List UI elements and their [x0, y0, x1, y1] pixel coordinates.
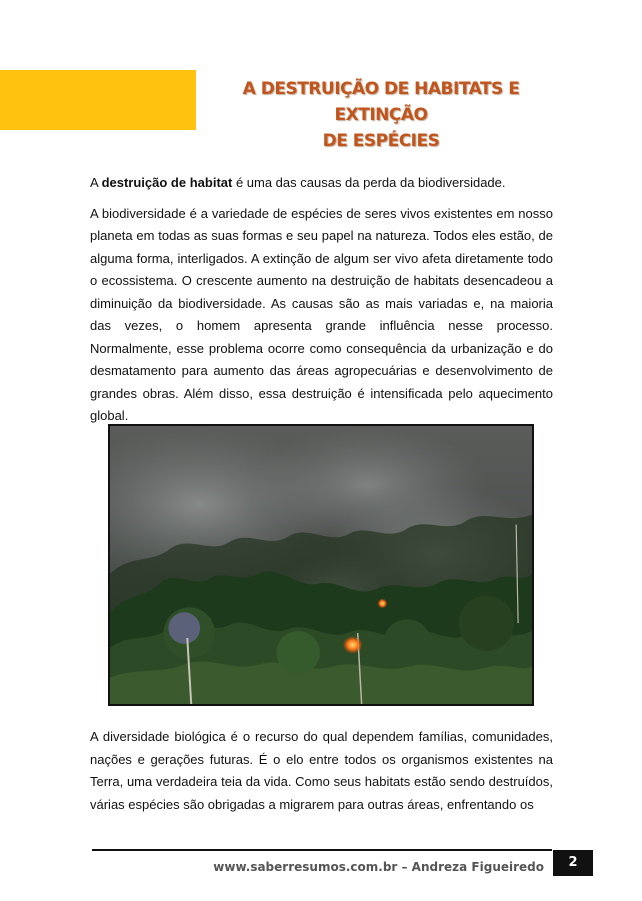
diversity-paragraph: A diversidade biológica é o recurso do qual dependem famílias, comunidades, nações e gerações futuras. É o elo entre todos os organismos existentes na Terra, uma verdadeira teia da vida. Como seus habitats estão sendo destruídos, várias espécies são obrigadas a migrarem para outras áreas, enfrentando os	[90, 729, 553, 812]
footer-divider	[92, 849, 552, 851]
header-accent-bar	[0, 70, 196, 130]
footer-credit: www.saberresumos.com.br – Andreza Figueiredo	[213, 860, 544, 874]
intro-text-pre: A	[90, 175, 102, 190]
forest-fire-photo	[108, 424, 534, 706]
page-number: 2	[553, 850, 593, 876]
page-title	[200, 76, 562, 154]
intro-bold-term: destruição de habitat	[101, 175, 233, 190]
page-title-line1: A DESTRUIÇÃO DE HABITATS E EXTINÇÃO	[242, 79, 520, 125]
forest-fire-image	[110, 426, 532, 704]
biodiversity-paragraph: A biodiversidade é a variedade de espécies de seres vivos existentes em nosso planeta em todas as suas formas e seu papel na natureza. Todos eles estão, de alguma forma, interligados. A extinção de algum ser vivo afeta diretamente todo o ecossistema. O crescente aumento na destruição de habitats desencadeou a diminuição da biodiversidade. As causas são as mais variadas e, na maioria das vezes, o homem apresenta grande influência nesse processo. Normalmente, esse problema ocorre como consequência da urbanização e do desmatamento para aumento das áreas agropecuárias e desenvolvimento de grandes obras. Além disso, essa destruição é intensificada pelo aquecimento global.	[90, 205, 553, 423]
article-body	[90, 172, 553, 428]
page-title-line2: DE ESPÉCIES	[322, 131, 440, 151]
intro-paragraph	[90, 172, 553, 195]
intro-text-post: é uma das causas da perda da biodiversidade.	[232, 175, 506, 190]
